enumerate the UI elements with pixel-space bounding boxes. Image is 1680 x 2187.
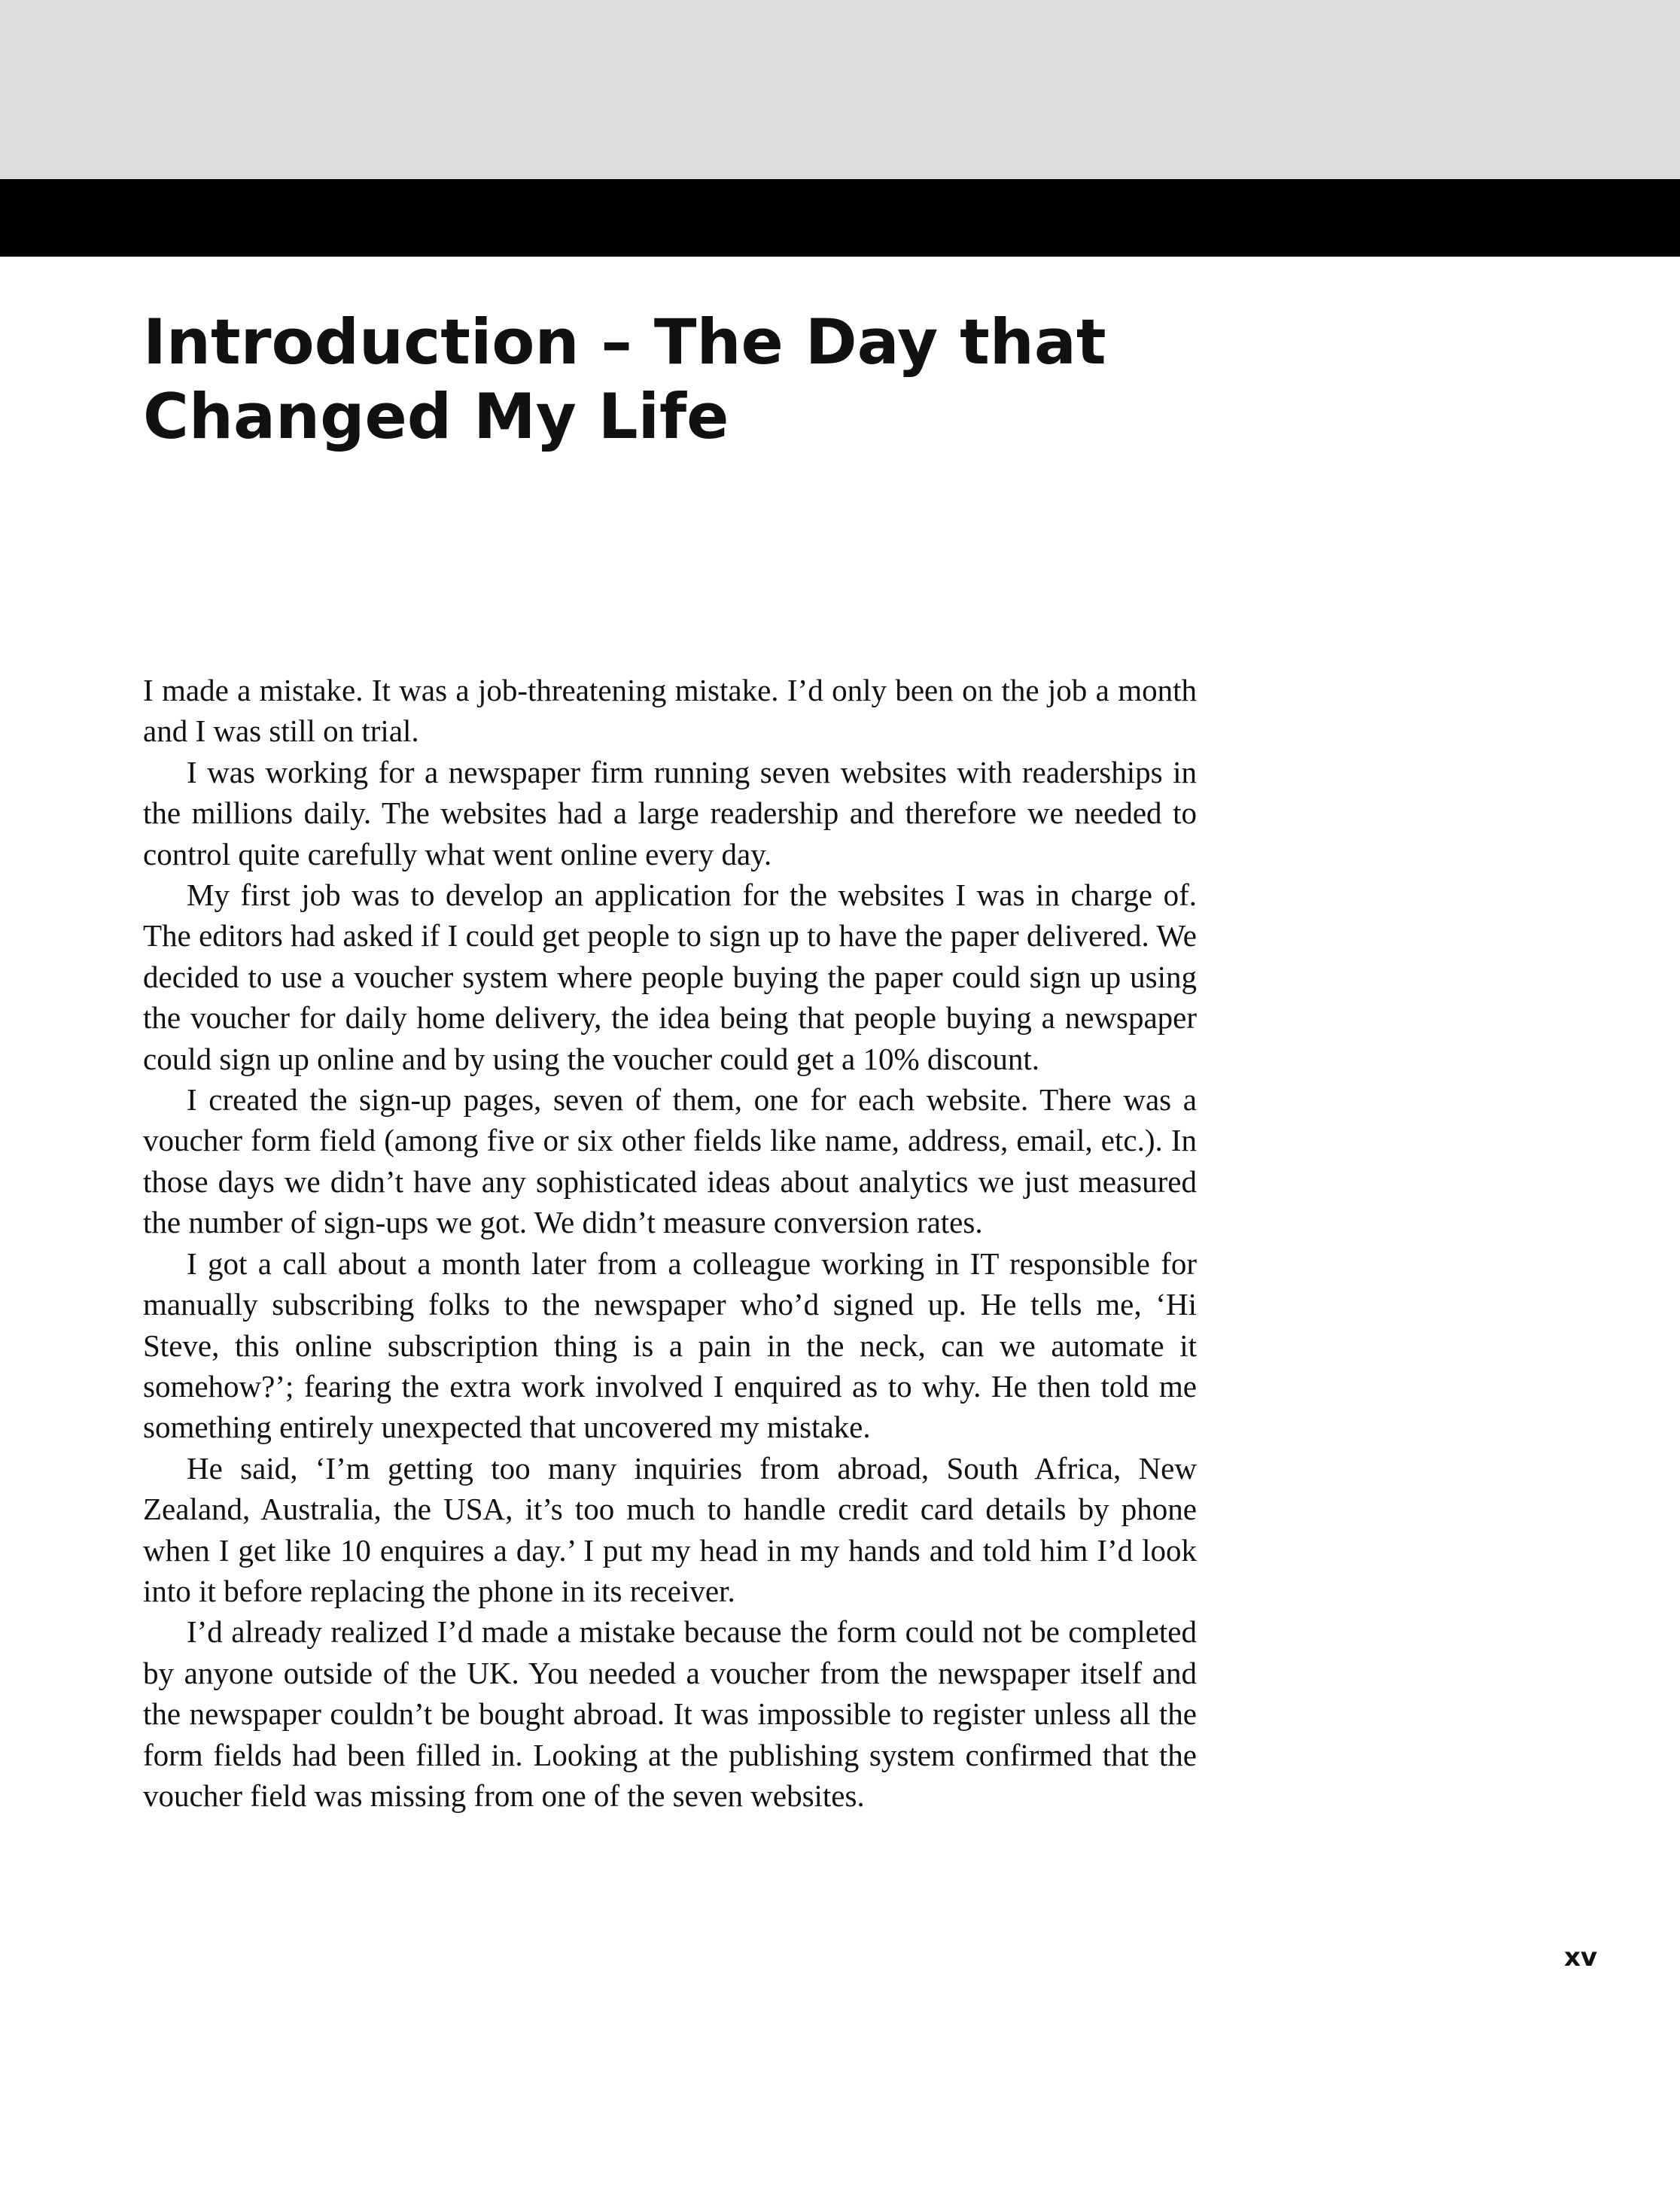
chapter-title-line-2: Changed My Life xyxy=(143,380,729,453)
paragraph: I’d already realized I’d made a mistake because the form could not be completed by anyone outside of the UK. You needed a voucher from the newspaper itself and the newspaper couldn’t be bought abroad. It was impossible to register unless all the form fields had been filled in. Looking at the publishing system confirmed that the voucher field was missing from one of the seven websites. xyxy=(143,1614,1197,1813)
paragraph: I made a mistake. It was a job-threatening mistake. I’d only been on the job a month and I was still on trial. xyxy=(143,673,1197,749)
body-text xyxy=(143,670,1197,1816)
chapter-title-line-1: Introduction – The Day that xyxy=(143,306,1106,379)
header-gray-band xyxy=(0,0,1680,179)
header-black-bar xyxy=(0,179,1680,257)
paragraph: I got a call about a month later from a colleague working in IT responsible for manually subscribing folks to the newspaper who’d signed up. He tells me, ‘Hi Steve, this online subscription thing is a pain in the neck, can we automate it somehow?’; fearing the extra work involved I enquired as to why. He then told me something entirely unexpected that uncovered my mistake. xyxy=(143,1246,1197,1445)
paragraph: He said, ‘I’m getting too many inquiries from abroad, South Africa, New Zealand, Australia, the USA, it’s too much to handle credit card details by phone when I get like 10 enquires a day.’ I put my head in my hands and told him I’d look into it before replacing the phone in its receiver. xyxy=(143,1450,1197,1608)
paragraph: My first job was to develop an application for the websites I was in charge of. The editors had asked if I could get people to sign up to have the paper delivered. We decided to use a voucher system where people buying the paper could sign up using the voucher for daily home delivery, the idea being that people buying a newspaper could sign up online and by using the voucher could get a 10% discount. xyxy=(143,878,1197,1076)
chapter-title xyxy=(143,305,1272,454)
paragraph: I was working for a newspaper firm running seven websites with readerships in the millions daily. The websites had a large readership and therefore we needed to control quite carefully what went online every day. xyxy=(143,754,1197,871)
paragraph: I created the sign-up pages, seven of them, one for each website. There was a voucher form field (among five or six other fields like name, address, email, etc.). In those days we didn’t have any sophisticated ideas about analytics we just measured the number of sign-ups we got. We didn’t measure conversion rates. xyxy=(143,1082,1197,1240)
page-number: xv xyxy=(1564,1942,1598,1973)
